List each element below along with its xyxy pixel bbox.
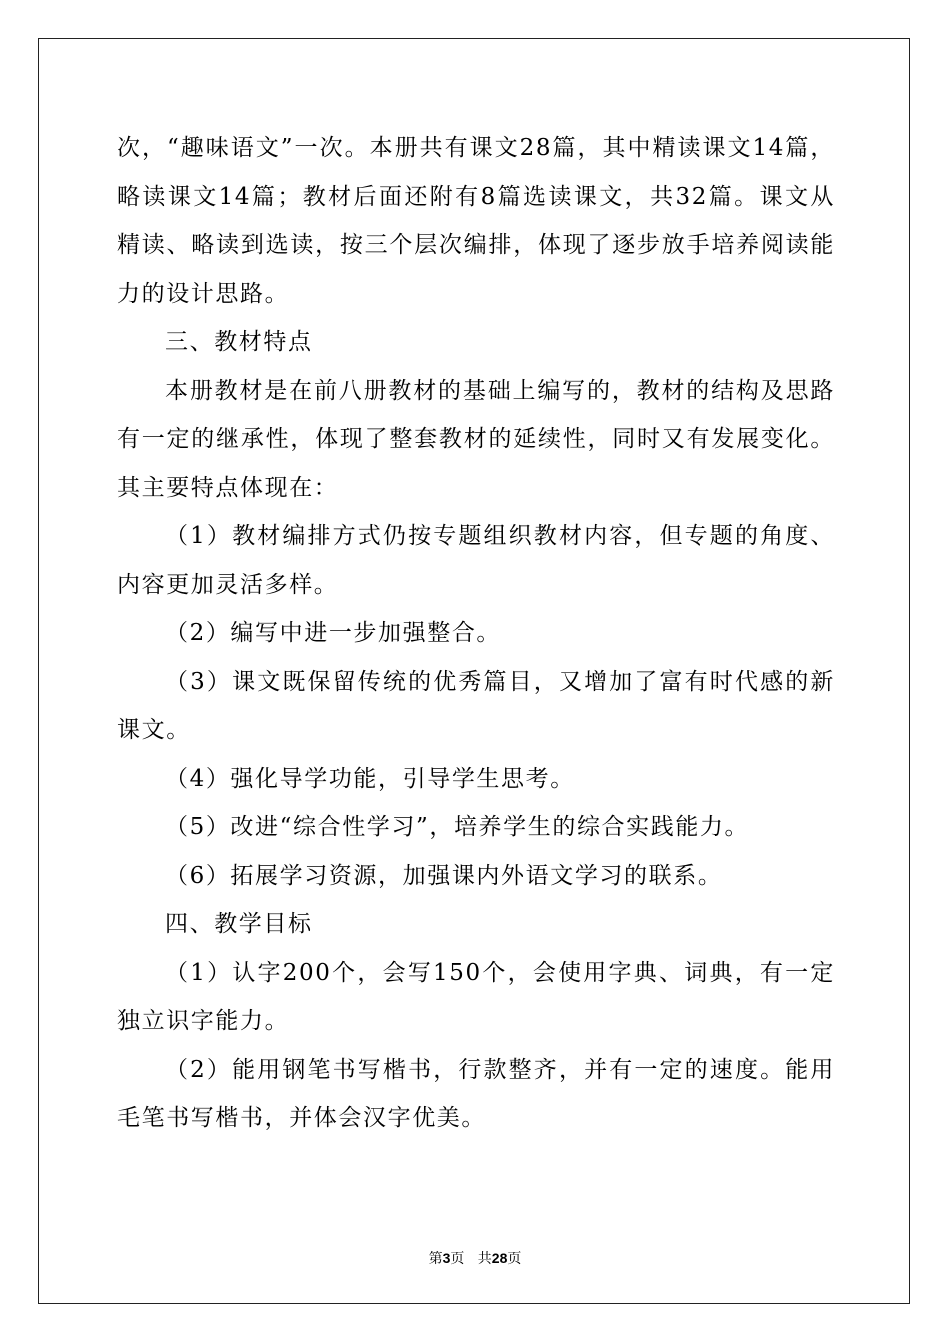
section-heading-goals: 四、教学目标 xyxy=(165,911,313,937)
list-item-feature-1: （1）教材编排方式仍按专题组织教材内容，但专题的角度、内容更加灵活多样。 xyxy=(117,523,835,598)
paragraph-continued: 次，“趣味语文”一次。本册共有课文28篇，其中精读课文14篇，略读课文14篇；教材后面还附有8篇选读课文，共32篇。课文从精读、略读到选读，按三个层次编排，体现了逐步放手培养阅读能力的设计思路。 xyxy=(117,135,835,307)
list-item-feature-5: （5）改进“综合性学习”，培养学生的综合实践能力。 xyxy=(165,814,750,840)
footer-total-pages: 28 xyxy=(491,1250,508,1266)
footer-total-suffix: 页 xyxy=(507,1251,522,1267)
list-item-feature-2: （2）编写中进一步加强整合。 xyxy=(165,620,502,646)
footer-page-number: 3 xyxy=(442,1250,451,1266)
paragraph-features-intro: 本册教材是在前八册教材的基础上编写的，教材的结构及思路有一定的继承性，体现了整套教材的延续性，同时又有发展变化。其主要特点体现在： xyxy=(117,377,835,501)
list-item-goal-2: （2）能用钢笔书写楷书，行款整齐，并有一定的速度。能用毛笔书写楷书，并体会汉字优美。 xyxy=(117,1056,835,1131)
list-item-feature-4: （4）强化导学功能，引导学生思考。 xyxy=(165,765,575,792)
list-item-feature-6: （6）拓展学习资源，加强课内外语文学习的联系。 xyxy=(165,862,723,889)
footer-page-suffix: 页 xyxy=(450,1251,465,1267)
footer-total-prefix: 共 xyxy=(477,1251,492,1267)
document-body xyxy=(117,124,835,1143)
footer-page-prefix: 第 xyxy=(428,1251,443,1267)
section-heading-features: 三、教材特点 xyxy=(165,329,313,355)
list-item-goal-1: （1）认字200个，会写150个，会使用字典、词典，有一定独立识字能力。 xyxy=(117,959,835,1034)
page-footer xyxy=(0,1248,950,1268)
list-item-feature-3: （3）课文既保留传统的优秀篇目，又增加了富有时代感的新课文。 xyxy=(117,668,835,743)
